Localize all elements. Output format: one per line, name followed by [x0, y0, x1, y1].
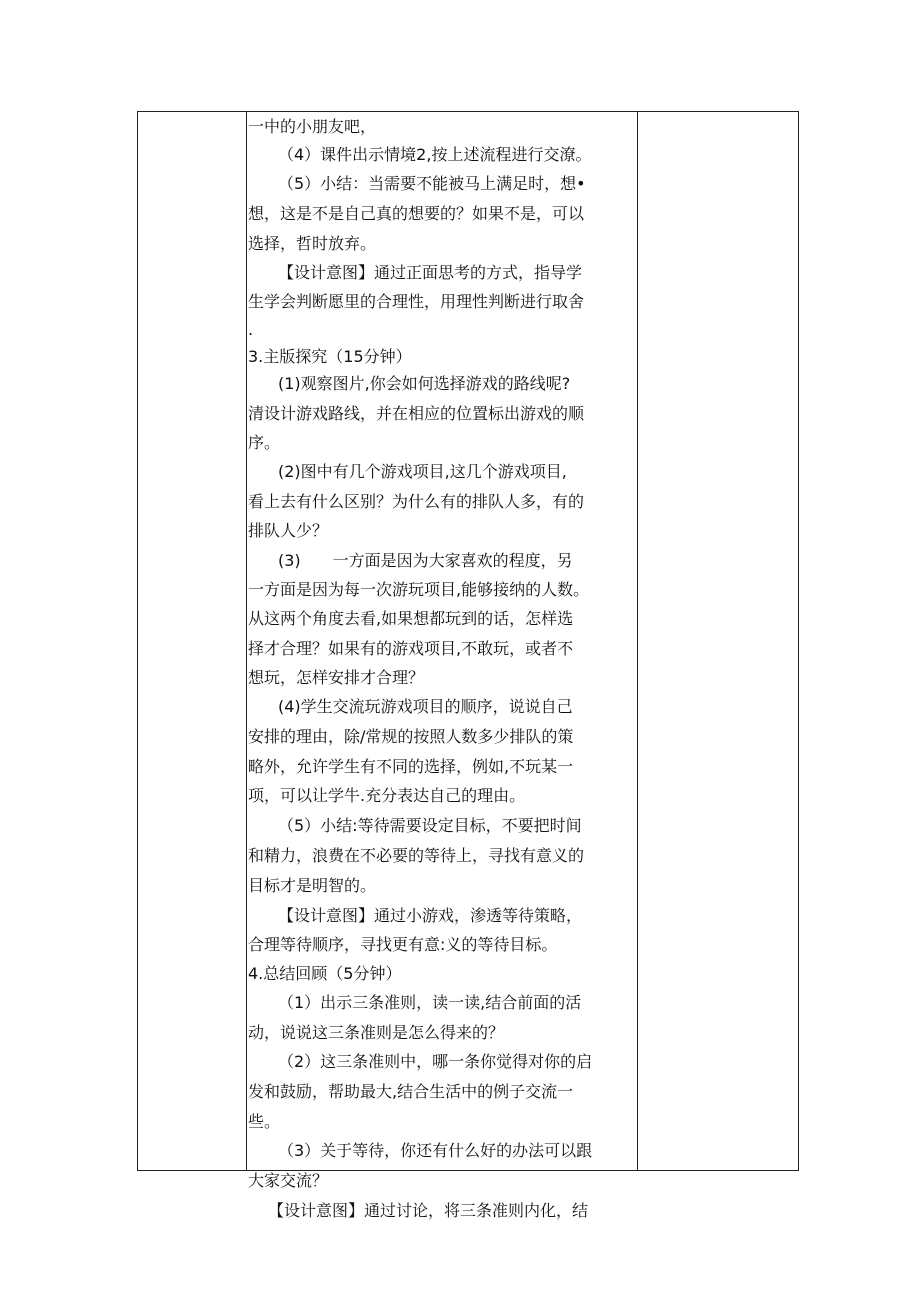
- text-line: (2)图中有几个游戏项目,这几个游戏项目,: [278, 462, 567, 481]
- text-line: 排队人少？: [248, 521, 329, 540]
- text-line: 【设计意图】通过讨论，将三条准则内化，结: [268, 1201, 589, 1220]
- text-line: 选择，哲时放弃。: [248, 234, 377, 253]
- lesson-plan-table: [137, 111, 799, 1220]
- text-line: 合理等待顺序，寻找更有意:义的等待目标。: [248, 935, 558, 954]
- text-line: 发和鼓励，帮助最大,结合生活中的例子交流一: [248, 1082, 574, 1101]
- text-line: （5）小结:等待需要设定目标，不要把时间: [278, 816, 582, 835]
- text-line: 和精力，浪费在不必要的等待上，寻找有意义的: [248, 846, 585, 865]
- text-line: 一中的小朋友吧，: [248, 117, 377, 136]
- text-line: 些。: [248, 1112, 281, 1131]
- text-line: 清设计游戏路线，并在相应的位置标出游戏的顺: [248, 404, 585, 423]
- text-line: 一方面是因为每一次游玩项目,能够接纳的人数。: [248, 580, 590, 599]
- text-line: 项，可以让学牛.充分表达自己的理由。: [248, 786, 526, 805]
- text-line: (3) 一方面是因为大家喜欢的程度，另: [278, 551, 573, 570]
- text-line: （4）课件出示情境2,按上述流程进行交潦。: [278, 145, 592, 164]
- text-line: 想，这是不是自己真的想要的？如果不是，可以: [248, 204, 585, 223]
- text-line: 目标才是明智的。: [248, 876, 377, 895]
- column-divider-right: [637, 112, 638, 1170]
- text-line: 略外，允许学生有不同的选择，例如,不玩某一: [248, 757, 574, 776]
- text-line: 安排的理由，除/常规的按照人数多少排队的策: [248, 727, 574, 746]
- column-divider-left: [246, 112, 247, 1170]
- text-line: (4)学生交流玩游戏项目的顺序，说说自己: [278, 697, 573, 716]
- text-line: 【设计意图】通过小游戏，渗透等待策略，: [278, 906, 583, 925]
- text-line: （1）出示三条准则，读一读,结合前面的活: [278, 993, 582, 1012]
- text-line: 4.总结回顾（5分钟）: [248, 964, 402, 983]
- text-line: 看上去有什么区别？为什么有的排队人多，有的: [248, 492, 585, 511]
- text-line: 从这两个角度去看,如果想都玩到的话，怎样选: [248, 609, 574, 628]
- text-line: 动，说说这三条准则是怎么得来的？: [248, 1023, 505, 1042]
- text-line: 生学会判断愿里的合理性，用理性判断进行取舍: [248, 292, 585, 311]
- text-line: 择才合理？如果有的游戏项目,不敢玩，或者不: [248, 639, 574, 658]
- text-line: 3.主版探究（15分钟）: [248, 347, 412, 366]
- text-line: .: [248, 320, 254, 339]
- text-line: 想玩，怎样安排才合理？: [248, 668, 425, 687]
- text-line: 大家交流？: [248, 1171, 329, 1190]
- text-line: 序。: [248, 433, 281, 452]
- text-line: (1)观察图片,你会如何选择游戏的路线呢?: [278, 374, 571, 393]
- text-line: 【设计意图】通过正面思考的方式，指导学: [278, 263, 583, 282]
- text-line: （3）关于等待，你还有什么好的办法可以跟: [278, 1141, 593, 1160]
- text-line: （2）这三条准则中，哪一条你觉得对你的启: [278, 1052, 593, 1071]
- text-line: （5）小结：当需要不能被马上满足时，想•: [278, 174, 586, 193]
- lesson-content-cell: [248, 114, 636, 1220]
